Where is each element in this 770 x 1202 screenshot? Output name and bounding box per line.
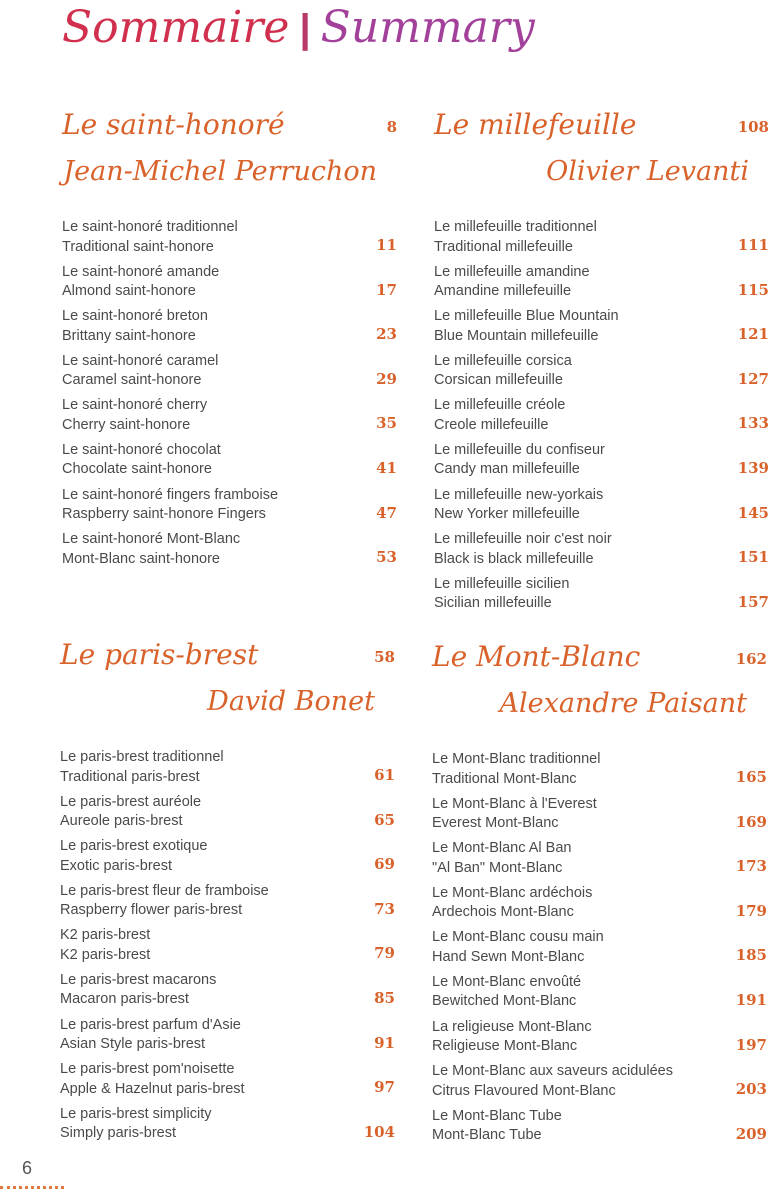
entry-page-number[interactable]: 209 — [735, 1124, 767, 1143]
entry-page-number[interactable]: 111 — [737, 236, 769, 255]
toc-entry[interactable] — [432, 884, 767, 929]
entry-title-english: K2 paris-brest — [60, 946, 151, 963]
entry-title-french: Le Mont-Blanc aux saveurs acidulées — [432, 1063, 673, 1080]
entry-title-french: Le millefeuille amandine — [434, 263, 590, 280]
entry-title-french: Le paris-brest parfum d'Asie — [60, 1016, 241, 1033]
entry-page-number[interactable]: 165 — [735, 768, 767, 787]
entry-title-english: Citrus Flavoured Mont-Blanc — [432, 1082, 616, 1099]
entry-title-french: Le millefeuille Blue Mountain — [434, 308, 619, 325]
entry-title-english: Exotic paris-brest — [60, 857, 173, 874]
entry-title-english: Religieuse Mont-Blanc — [432, 1038, 578, 1055]
entry-page-number[interactable]: 133 — [737, 414, 769, 433]
entry-title-english: Raspberry saint-honore Fingers — [62, 506, 266, 523]
toc-entry[interactable] — [62, 307, 397, 352]
toc-entry[interactable] — [60, 971, 395, 1016]
entry-page-number[interactable]: 191 — [735, 991, 767, 1010]
toc-entry[interactable] — [60, 1060, 395, 1105]
entry-page-number[interactable]: 97 — [374, 1078, 395, 1097]
page-title — [62, 2, 535, 82]
toc-entry[interactable] — [434, 307, 769, 352]
toc-entry[interactable] — [60, 1016, 395, 1061]
entry-title-english: Amandine millefeuille — [434, 283, 572, 300]
toc-entry[interactable] — [434, 575, 769, 620]
toc-entry[interactable] — [62, 352, 397, 397]
entry-page-number[interactable]: 65 — [374, 810, 395, 829]
entry-title-french: Le millefeuille sicilien — [434, 575, 570, 592]
section-chef: Olivier Levanti — [546, 156, 749, 187]
entry-title-english: Cherry saint-honore — [62, 416, 191, 433]
entry-page-number[interactable]: 127 — [737, 369, 769, 388]
entry-title-english: Sicilian millefeuille — [434, 595, 552, 612]
entry-title-english: Hand Sewn Mont-Blanc — [432, 948, 585, 965]
section-header — [60, 638, 395, 748]
entry-page-number[interactable]: 145 — [737, 503, 769, 522]
entry-title-english: Corsican millefeuille — [434, 372, 563, 389]
entry-page-number[interactable]: 23 — [376, 325, 397, 344]
toc-entry[interactable] — [432, 928, 767, 973]
entry-page-number[interactable]: 61 — [374, 766, 395, 785]
entry-page-number[interactable]: 35 — [376, 414, 397, 433]
entry-title-french: Le paris-brest simplicity — [60, 1105, 212, 1122]
toc-entry[interactable] — [62, 218, 397, 263]
entry-title-french: Le millefeuille corsica — [434, 352, 572, 369]
section-title[interactable]: Le paris-brest — [60, 638, 259, 671]
entry-page-number[interactable]: 203 — [735, 1080, 767, 1099]
entry-title-french: Le saint-honoré Mont-Blanc — [62, 531, 241, 548]
toc-entry[interactable] — [432, 1062, 767, 1107]
toc-entry[interactable] — [434, 218, 769, 263]
entry-title-french: Le millefeuille new-yorkais — [434, 486, 604, 503]
toc-entry[interactable] — [60, 1105, 395, 1150]
entry-title-french: K2 paris-brest — [60, 927, 151, 944]
entry-title-french: Le Mont-Blanc Tube — [432, 1107, 562, 1124]
entry-title-french: Le Mont-Blanc ardéchois — [432, 884, 593, 901]
entry-title-english: Asian Style paris-brest — [60, 1036, 206, 1053]
entry-title-french: Le saint-honoré fingers framboise — [62, 486, 279, 503]
section-header — [62, 108, 397, 218]
entry-title-french: Le millefeuille du confiseur — [434, 441, 605, 458]
entry-title-english: Traditional millefeuille — [434, 238, 573, 255]
entry-page-number[interactable]: 121 — [737, 325, 769, 344]
entry-title-english: Simply paris-brest — [60, 1125, 177, 1142]
entry-page-number[interactable]: 157 — [737, 592, 769, 611]
entry-title-english: Almond saint-honore — [62, 283, 196, 300]
entry-page-number[interactable]: 11 — [376, 236, 397, 255]
entry-title-french: Le saint-honoré cherry — [62, 397, 208, 414]
entry-page-number[interactable]: 73 — [374, 899, 395, 918]
section-header — [432, 640, 767, 750]
section-chef: Jean-Michel Perruchon — [63, 156, 377, 187]
entry-title-english: Mont-Blanc saint-honore — [62, 550, 220, 567]
entry-list — [432, 750, 767, 1151]
section-title[interactable]: Le Mont-Blanc — [432, 640, 641, 673]
entry-title-english: Raspberry flower paris-brest — [60, 902, 243, 919]
section-title[interactable]: Le saint-honoré — [62, 108, 285, 141]
toc-entry[interactable] — [434, 530, 769, 575]
toc-entry[interactable] — [62, 486, 397, 531]
entry-title-english: Traditional saint-honore — [62, 238, 214, 255]
entry-title-french: Le saint-honoré amande — [62, 263, 220, 280]
entry-title-english: "Al Ban" Mont-Blanc — [432, 859, 563, 876]
entry-title-french: Le Mont-Blanc envoûté — [432, 973, 582, 990]
section-page-number[interactable]: 8 — [386, 118, 397, 136]
entry-title-french: Le paris-brest traditionnel — [60, 749, 224, 765]
entry-page-number[interactable]: 139 — [737, 459, 769, 478]
entry-page-number[interactable]: 85 — [374, 989, 395, 1008]
entry-title-english: Aureole paris-brest — [60, 813, 183, 830]
entry-title-english: Ardechois Mont-Blanc — [432, 904, 574, 921]
title-separator: | — [299, 7, 311, 51]
toc-entry[interactable] — [432, 750, 767, 795]
entry-page-number[interactable]: 41 — [376, 459, 397, 478]
section-page-number[interactable]: 108 — [737, 118, 769, 136]
entry-page-number[interactable]: 185 — [735, 946, 767, 965]
toc-entry[interactable] — [434, 352, 769, 397]
entry-title-french: Le paris-brest exotique — [60, 838, 208, 855]
section-chef: Alexandre Paisant — [499, 688, 747, 719]
entry-page-number[interactable]: 115 — [737, 280, 769, 299]
toc-entry[interactable] — [60, 837, 395, 882]
entry-page-number[interactable]: 169 — [735, 812, 767, 831]
toc-entry[interactable] — [60, 926, 395, 971]
entry-page-number[interactable]: 91 — [374, 1033, 395, 1052]
entry-list — [62, 218, 397, 575]
entry-title-french: Le millefeuille noir c'est noir — [434, 531, 612, 548]
toc-entry[interactable] — [434, 263, 769, 308]
toc-entry[interactable] — [62, 263, 397, 308]
entry-title-french: Le Mont-Blanc à l'Everest — [432, 795, 597, 812]
entry-title-french: Le paris-brest auréole — [60, 793, 202, 810]
entry-list — [60, 748, 395, 1149]
section-page-number[interactable]: 162 — [735, 650, 767, 668]
toc-entry[interactable] — [434, 396, 769, 441]
entry-title-french: Le saint-honoré chocolat — [62, 441, 221, 458]
entry-page-number[interactable]: 79 — [374, 944, 395, 963]
entry-title-english: Macaron paris-brest — [60, 991, 189, 1008]
entry-title-french: Le Mont-Blanc cousu main — [432, 929, 604, 946]
entry-title-english: Apple & Hazelnut paris-brest — [60, 1080, 245, 1097]
entry-title-french: Le paris-brest macarons — [60, 971, 217, 988]
entry-page-number[interactable]: 53 — [376, 548, 397, 567]
entry-title-english: Mont-Blanc Tube — [432, 1127, 542, 1144]
entry-title-french: Le millefeuille traditionnel — [434, 219, 597, 235]
entry-page-number[interactable]: 69 — [374, 855, 395, 874]
section-mont-blanc — [432, 640, 767, 1151]
section-header — [434, 108, 769, 218]
entry-title-french: Le saint-honoré traditionnel — [62, 219, 238, 235]
entry-page-number[interactable]: 179 — [735, 901, 767, 920]
toc-entry[interactable] — [60, 793, 395, 838]
toc-entry[interactable] — [432, 1018, 767, 1063]
entry-page-number[interactable]: 197 — [735, 1035, 767, 1054]
toc-entry[interactable] — [434, 441, 769, 486]
entry-title-french: Le saint-honoré breton — [62, 308, 208, 325]
entry-title-french: Le Mont-Blanc traditionnel — [432, 751, 601, 767]
toc-entry[interactable] — [432, 839, 767, 884]
entry-title-french: La religieuse Mont-Blanc — [432, 1018, 592, 1035]
entry-page-number[interactable]: 173 — [735, 857, 767, 876]
entry-page-number[interactable]: 47 — [376, 503, 397, 522]
entry-page-number[interactable]: 104 — [363, 1122, 395, 1141]
title-french: Sommaire — [62, 2, 290, 53]
entry-title-english: Black is black millefeuille — [434, 550, 594, 567]
entry-title-english: Candy man millefeuille — [434, 461, 580, 478]
toc-entry[interactable] — [60, 882, 395, 927]
section-millefeuille — [434, 108, 769, 619]
entry-title-english: Traditional Mont-Blanc — [432, 770, 577, 787]
toc-entry[interactable] — [432, 1107, 767, 1152]
entry-title-french: Le saint-honoré caramel — [62, 352, 219, 369]
toc-entry[interactable] — [434, 486, 769, 531]
entry-title-french: Le Mont-Blanc Al Ban — [432, 840, 572, 857]
entry-title-english: Bewitched Mont-Blanc — [432, 993, 577, 1010]
entry-title-french: Le paris-brest pom'noisette — [60, 1061, 235, 1078]
entry-title-english: Traditional paris-brest — [60, 768, 200, 785]
section-paris-brest — [60, 638, 395, 1149]
entry-title-english: Blue Mountain millefeuille — [434, 327, 599, 344]
footer-page-number: 6 — [22, 1158, 33, 1178]
section-page-number[interactable]: 58 — [374, 648, 395, 666]
toc-entry[interactable] — [62, 396, 397, 441]
entry-page-number[interactable]: 17 — [376, 280, 397, 299]
section-chef: David Bonet — [207, 686, 375, 717]
entry-page-number[interactable]: 29 — [376, 369, 397, 388]
title-english: Summary — [320, 2, 535, 53]
footer-dotted-rule — [0, 1186, 64, 1189]
entry-title-english: Creole millefeuille — [434, 416, 549, 433]
entry-page-number[interactable]: 151 — [737, 548, 769, 567]
section-title[interactable]: Le millefeuille — [434, 108, 637, 141]
toc-entry[interactable] — [62, 530, 397, 575]
section-saint-honore — [62, 108, 397, 575]
toc-entry[interactable] — [62, 441, 397, 486]
entry-title-english: New Yorker millefeuille — [434, 506, 580, 523]
toc-entry[interactable] — [432, 973, 767, 1018]
entry-title-english: Chocolate saint-honore — [62, 461, 212, 478]
entry-title-english: Caramel saint-honore — [62, 372, 202, 389]
entry-title-english: Everest Mont-Blanc — [432, 815, 559, 832]
toc-entry[interactable] — [60, 748, 395, 793]
entry-list — [434, 218, 769, 619]
entry-title-english: Brittany saint-honore — [62, 327, 196, 344]
entry-title-french: Le millefeuille créole — [434, 397, 566, 414]
entry-title-french: Le paris-brest fleur de framboise — [60, 882, 269, 899]
toc-entry[interactable] — [432, 795, 767, 840]
